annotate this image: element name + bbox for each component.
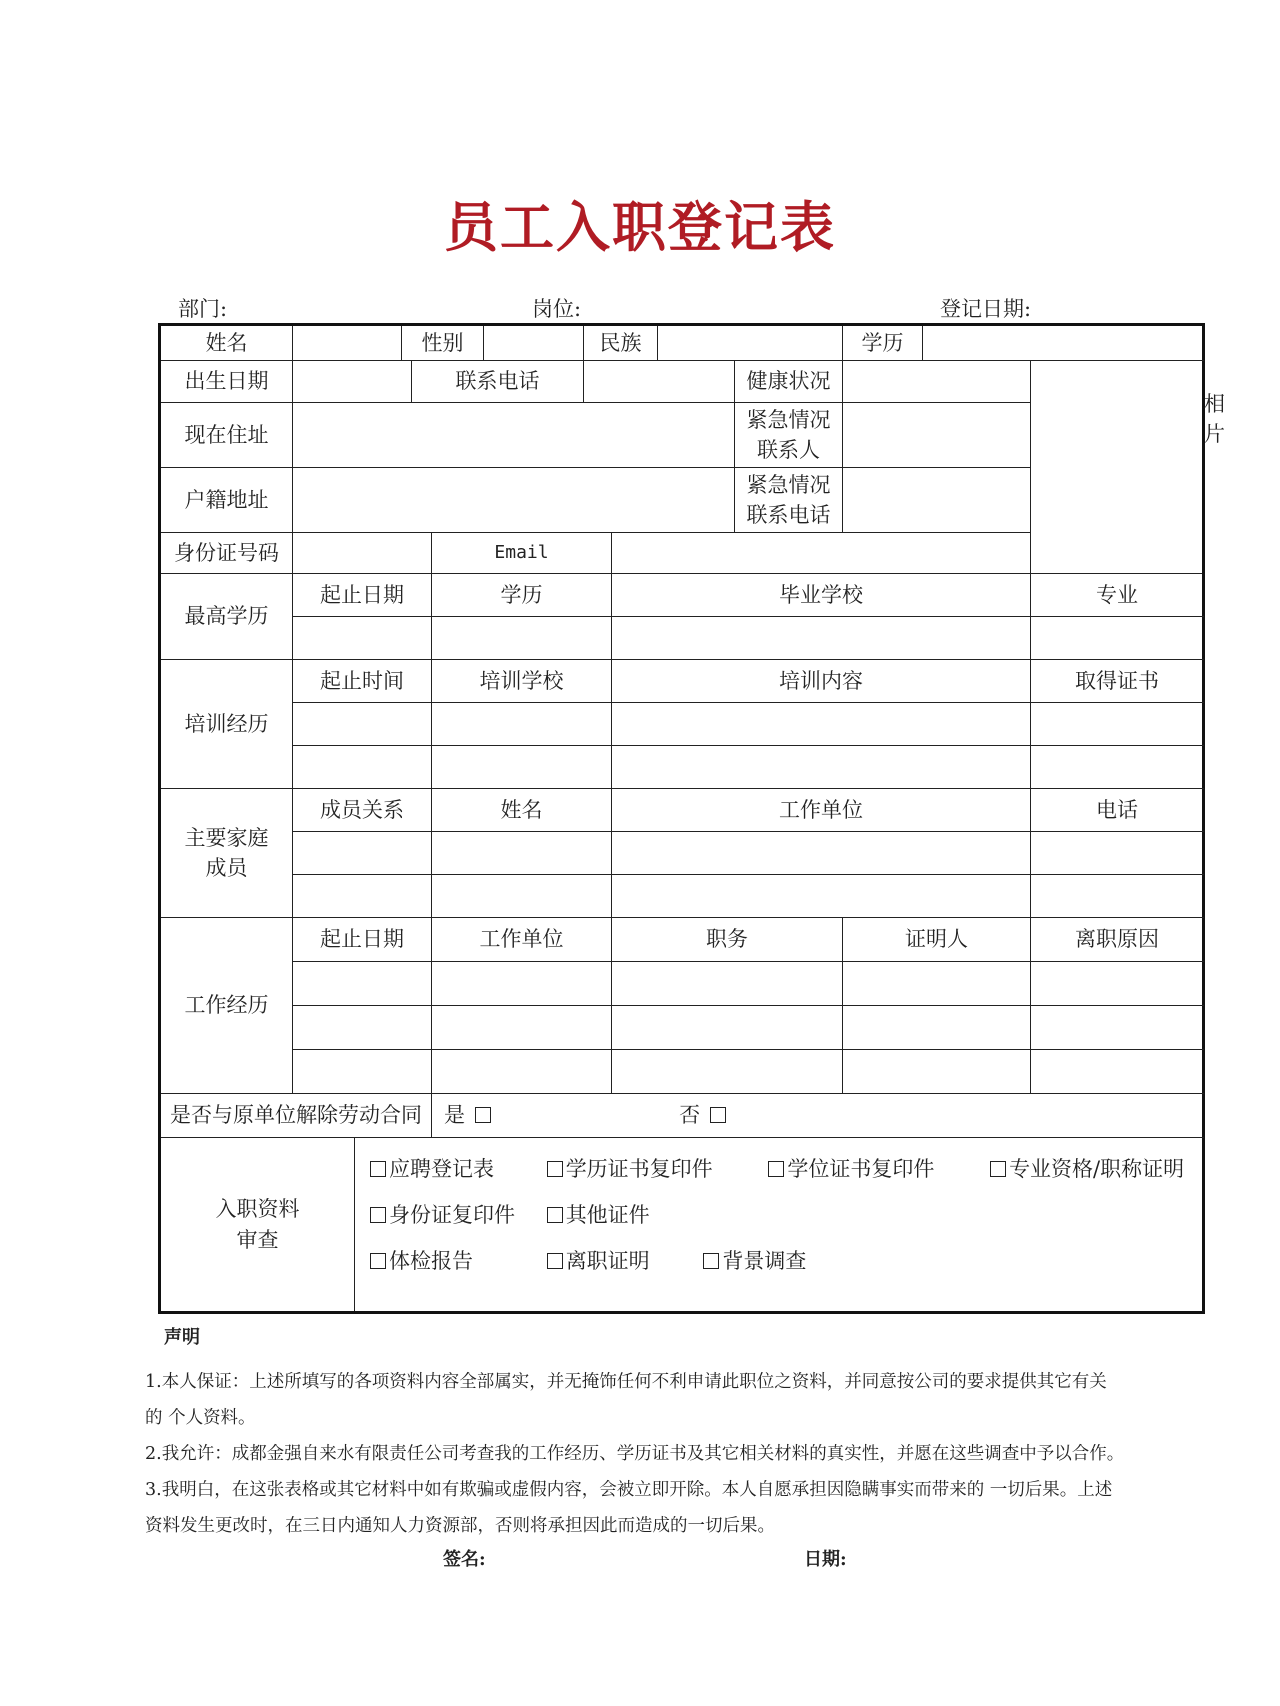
work-cell[interactable] <box>843 962 1031 1006</box>
declaration-line-2: 2.我允许：成都金强自来水有限责任公司考查我的工作经历、学历证书及其它相关材料的真实性，并愿在这些调查中予以合作。 <box>145 1444 1125 1464</box>
ethnicity-field[interactable] <box>658 325 843 361</box>
training-cell[interactable] <box>612 703 1031 746</box>
emergency-phone-label <box>735 468 843 533</box>
review-checkbox[interactable] <box>768 1161 784 1177</box>
phone-label: 联系电话 <box>412 361 584 403</box>
emergency-contact-field[interactable] <box>843 403 1031 468</box>
department-label: 部门: <box>178 297 228 321</box>
work-cell[interactable] <box>293 1050 432 1094</box>
review-checkbox[interactable] <box>370 1207 386 1223</box>
address-label: 现在住址 <box>160 403 293 468</box>
emergency-contact-label <box>735 403 843 468</box>
review-item: 其他证件 <box>565 1203 650 1227</box>
training-cell[interactable] <box>293 746 432 789</box>
education-field[interactable] <box>923 325 1204 361</box>
email-label: Email <box>432 533 612 574</box>
contract-yes-label: 是 <box>444 1103 465 1128</box>
review-item: 学位证书复印件 <box>787 1157 935 1181</box>
review-item: 应聘登记表 <box>389 1157 494 1181</box>
training-cell[interactable] <box>432 703 612 746</box>
work-cell[interactable] <box>612 1050 843 1094</box>
training-cell[interactable] <box>612 746 1031 789</box>
family-header-relation: 成员关系 <box>293 789 432 832</box>
education-header-school: 毕业学校 <box>612 574 1031 617</box>
training-cell[interactable] <box>432 746 612 789</box>
education-header-degree: 学历 <box>432 574 612 617</box>
health-field[interactable] <box>843 361 1031 403</box>
review-checkbox[interactable] <box>990 1161 1006 1177</box>
work-header-leaving-reason: 离职原因 <box>1031 918 1204 962</box>
photo-label-2: 片 <box>1204 422 1226 447</box>
family-cell[interactable] <box>1031 875 1204 918</box>
id-number-label: 身份证号码 <box>160 533 293 574</box>
review-item: 背景调查 <box>722 1249 807 1273</box>
id-number-field[interactable] <box>293 533 432 574</box>
family-cell[interactable] <box>612 832 1031 875</box>
contract-yes-checkbox[interactable] <box>475 1107 491 1123</box>
review-checkbox[interactable] <box>547 1161 563 1177</box>
registration-form-table <box>158 323 1226 1314</box>
work-header-reference: 证明人 <box>843 918 1031 962</box>
form-title: 员工入职登记表 <box>444 195 836 259</box>
review-item: 学历证书复印件 <box>565 1157 713 1181</box>
phone-field[interactable] <box>584 361 735 403</box>
family-header-name: 姓名 <box>432 789 612 832</box>
work-cell[interactable] <box>432 1050 612 1094</box>
contract-termination-label: 是否与原单位解除劳动合同 <box>160 1094 432 1138</box>
highest-education-label: 最高学历 <box>160 574 293 660</box>
review-label-1: 入职资料 <box>215 1197 300 1222</box>
family-header-employer: 工作单位 <box>612 789 1031 832</box>
family-cell[interactable] <box>612 875 1031 918</box>
gender-field[interactable] <box>484 325 584 361</box>
work-cell[interactable] <box>432 1006 612 1050</box>
document-review-checklist <box>355 1138 1204 1313</box>
household-address-label: 户籍地址 <box>160 468 293 533</box>
declaration-line-1b: 的 个人资料。 <box>145 1408 256 1428</box>
declaration-heading: 声明 <box>164 1327 200 1348</box>
family-label-2: 成员 <box>205 856 248 880</box>
work-cell[interactable] <box>1031 1006 1204 1050</box>
ethnicity-label: 民族 <box>584 325 658 361</box>
gender-label: 性别 <box>402 325 484 361</box>
education-cell[interactable] <box>1031 617 1204 660</box>
contract-options <box>432 1094 1204 1138</box>
signature-date-label: 日期: <box>804 1549 847 1570</box>
review-checkbox[interactable] <box>703 1253 719 1269</box>
training-label: 培训经历 <box>160 660 293 789</box>
education-cell[interactable] <box>293 617 432 660</box>
contract-no-label: 否 <box>679 1103 701 1128</box>
contract-no-checkbox[interactable] <box>710 1107 726 1123</box>
declaration-line-3a: 3.我明白，在这张表格或其它材料中如有欺骗或虚假内容，会被立即开除。本人自愿承担因隐瞒事实而带来的 一切后果。上述 <box>145 1480 1113 1500</box>
email-field[interactable] <box>612 533 1031 574</box>
review-checkbox[interactable] <box>370 1161 386 1177</box>
work-header-title: 职务 <box>612 918 843 962</box>
review-item: 身份证复印件 <box>389 1203 515 1227</box>
training-cell[interactable] <box>293 703 432 746</box>
training-header-certificate: 取得证书 <box>1031 660 1204 703</box>
work-cell[interactable] <box>612 962 843 1006</box>
training-cell[interactable] <box>1031 746 1204 789</box>
family-cell[interactable] <box>1031 832 1204 875</box>
emergency-contact-label-1: 紧急情况 <box>746 407 831 432</box>
document-review-label <box>160 1138 355 1313</box>
position-label: 岗位: <box>532 297 582 321</box>
education-cell[interactable] <box>612 617 1031 660</box>
review-item: 专业资格/职称证明 <box>1009 1157 1185 1181</box>
registration-date-label: 登记日期: <box>940 297 1032 321</box>
education-cell[interactable] <box>432 617 612 660</box>
education-header-dates: 起止日期 <box>293 574 432 617</box>
training-header-period: 起止时间 <box>293 660 432 703</box>
family-cell[interactable] <box>293 832 432 875</box>
declaration-line-3b: 资料发生更改时，在三日内通知人力资源部，否则将承担因此而造成的一切后果。 <box>145 1516 775 1536</box>
address-field[interactable] <box>293 403 735 468</box>
emergency-phone-label-2: 联系电话 <box>746 503 831 527</box>
family-cell[interactable] <box>293 875 432 918</box>
family-members-label <box>160 789 293 918</box>
household-address-field[interactable] <box>293 468 735 533</box>
training-header-content: 培训内容 <box>612 660 1031 703</box>
education-label: 学历 <box>843 325 923 361</box>
work-history-label: 工作经历 <box>160 918 293 1094</box>
review-checkbox[interactable] <box>547 1253 563 1269</box>
family-cell[interactable] <box>432 832 612 875</box>
family-label-1: 主要家庭 <box>184 825 269 850</box>
review-item: 离职证明 <box>565 1249 650 1273</box>
birth-date-field[interactable] <box>293 361 412 403</box>
work-cell[interactable] <box>612 1006 843 1050</box>
work-header-dates: 起止日期 <box>293 918 432 962</box>
family-header-phone: 电话 <box>1031 789 1204 832</box>
declaration-line-1a: 1.本人保证：上述所填写的各项资料内容全部属实，并无掩饰任何不利申请此职位之资料，并同意按公司的要求提供其它有关 <box>145 1372 1107 1392</box>
emergency-phone-label-1: 紧急情况 <box>746 472 831 497</box>
work-cell[interactable] <box>432 962 612 1006</box>
review-item: 体检报告 <box>389 1249 473 1273</box>
health-label: 健康状况 <box>735 361 843 403</box>
review-label-2: 审查 <box>236 1227 279 1252</box>
birth-date-label: 出生日期 <box>160 361 293 403</box>
signature-label: 签名: <box>443 1549 486 1570</box>
work-cell[interactable] <box>293 1006 432 1050</box>
work-cell[interactable] <box>1031 962 1204 1006</box>
review-checkbox[interactable] <box>370 1253 386 1269</box>
work-cell[interactable] <box>293 962 432 1006</box>
review-checkbox[interactable] <box>547 1207 563 1223</box>
name-field[interactable] <box>293 325 402 361</box>
family-cell[interactable] <box>432 875 612 918</box>
emergency-contact-label-2: 联系人 <box>757 438 821 462</box>
work-header-employer: 工作单位 <box>432 918 612 962</box>
training-cell[interactable] <box>1031 703 1204 746</box>
name-label: 姓名 <box>160 325 293 361</box>
education-header-major: 专业 <box>1031 574 1204 617</box>
photo-label-1: 相 <box>1204 391 1226 416</box>
emergency-phone-field[interactable] <box>843 468 1031 533</box>
work-cell[interactable] <box>843 1006 1031 1050</box>
training-header-school: 培训学校 <box>432 660 612 703</box>
work-cell[interactable] <box>843 1050 1031 1094</box>
work-cell[interactable] <box>1031 1050 1204 1094</box>
